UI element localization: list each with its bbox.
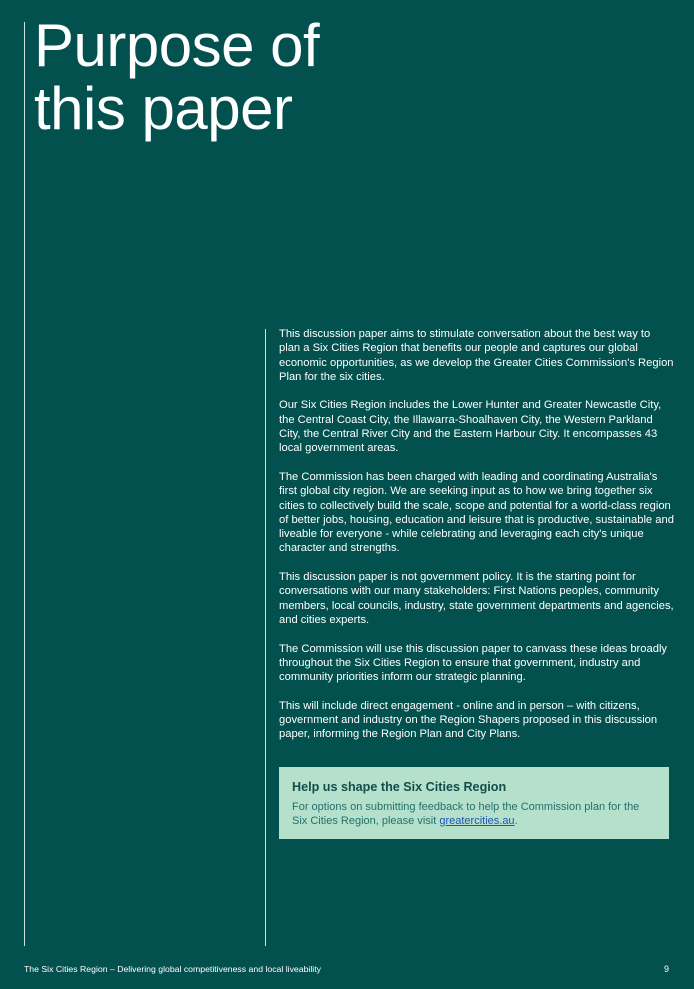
page-number: 9 (663, 964, 669, 974)
callout-heading: Help us shape the Six Cities Region (292, 780, 507, 794)
paragraph-region: Our Six Cities Region includes the Lower Hunter and Greater Newcastle City, the Central Coast City, the Illawarra-Shoalhaven City, the Western Parkland City, the Central River City and the Eastern Harbour City. It encompasses 43 local government areas. (279, 399, 662, 455)
footer-document-title: The Six Cities Region – Delivering global competitiveness and local liveability (24, 964, 321, 974)
callout-body-text: For options on submitting feedback to help the Commission plan for the Six Cities Region, please visit (292, 801, 640, 827)
page-title-line-2: this paper (34, 75, 293, 142)
page-title-line-1: Purpose of (34, 12, 320, 79)
page-title (34, 14, 319, 140)
paragraph-canvass: The Commission will use this discussion paper to canvass these ideas broadly throughout the Six Cities Region to ensure that government, industry and community priorities inform our strategic planning. (279, 642, 668, 684)
feedback-callout-box (279, 767, 669, 839)
column-vertical-rule (265, 329, 266, 946)
paragraph-not-policy: This discussion paper is not government policy. It is the starting point for conversations with our many stakeholders: First Nations peoples, community members, local councils, industry, state government departments and agencies, and cities experts. (279, 571, 674, 626)
left-vertical-rule (24, 22, 25, 946)
body-text-column (279, 327, 674, 756)
greatercities-link[interactable]: greatercities.au (439, 815, 515, 827)
callout-text (292, 800, 656, 828)
paragraph-intro: This discussion paper aims to stimulate conversation about the best way to plan a Six Cities Region that benefits our people and captures our global economic opportunities, as we develop the Greater Cities Commission's Region Plan for the six cities. (279, 328, 674, 383)
paragraph-commission-charge: The Commission has been charged with leading and coordinating Australia's first global city region. We are seeking input as to how we bring together six cities to collectively build the scale, scope and potential for a world-class region of better jobs, housing, education and leisure that is productive, sustainable and liveable for everyone - while celebrating and leveraging each city's unique character and strengths. (279, 470, 674, 555)
paragraph-engagement: This will include direct engagement - online and in person – with citizens, government and industry on the Region Shapers proposed in this discussion paper, informing the Region Plan and City Plans. (279, 699, 658, 741)
callout-period: . (514, 815, 518, 827)
